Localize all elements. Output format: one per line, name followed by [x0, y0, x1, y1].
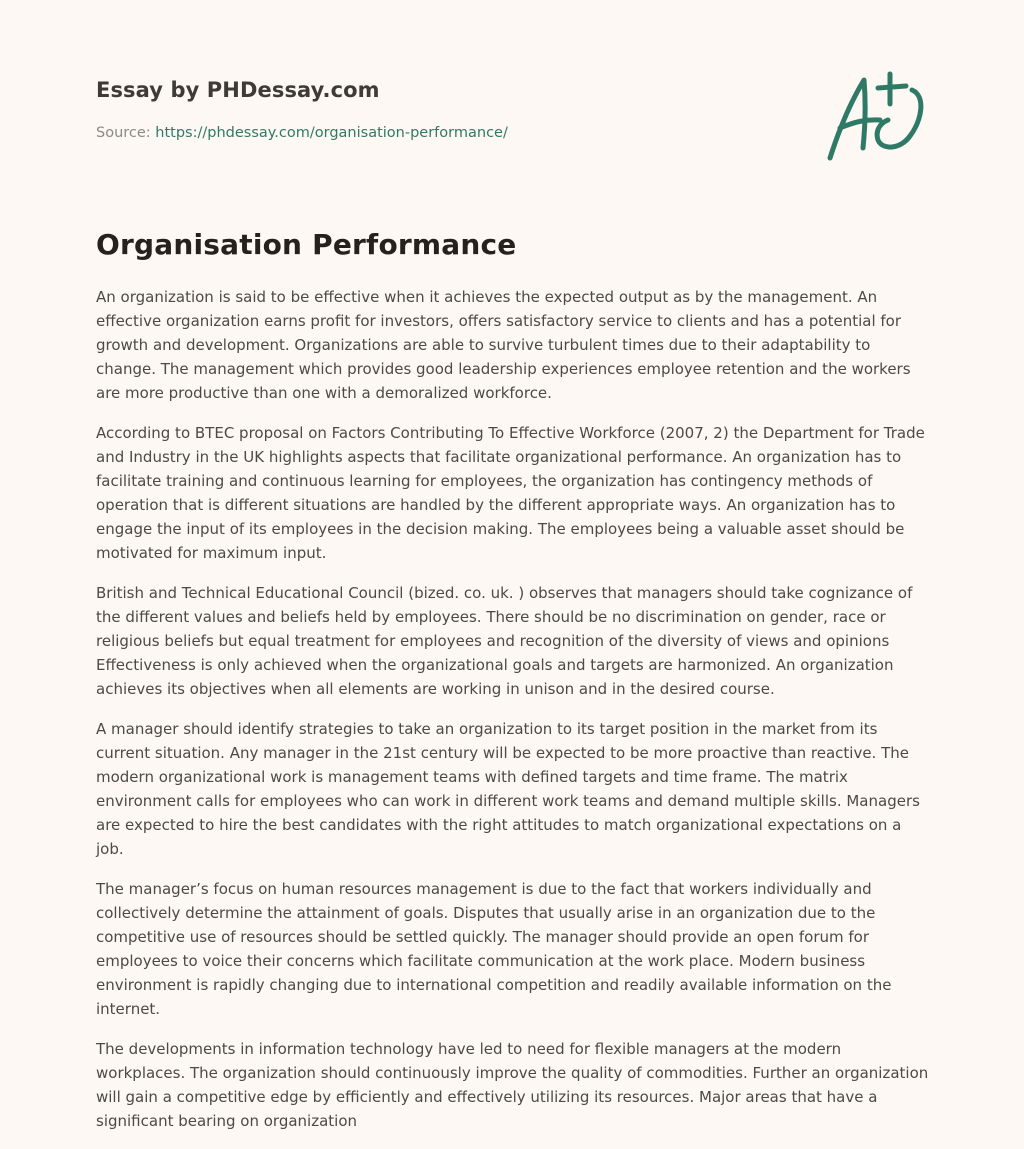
paragraph: An organization is said to be effective when it achieves the expected output as by the management. An effective organization earns profit for investors, offers satisfactory service to clients and has a potential for growth and development. Organizations are able to survive turbulent times due to their adaptability to change. The management which provides good leadership experiences employee retention and the workers are more productive than one with a demoralized workforce. — [96, 288, 911, 402]
page-header — [96, 76, 928, 166]
source-line — [96, 123, 508, 143]
paragraph: British and Technical Educational Council (bized. co. uk. ) observes that managers should take cognizance of the different values and beliefs held by employees. There should be no discrimination on gender, race or religious beliefs but equal treatment for employees and recognition of the diversity of views and opinions Effectiveness is only achieved when the organizational goals and targets are harmonized. An organization achieves its objectives when all elements are working in unison and in the desired course. — [96, 584, 913, 698]
paragraph: A manager should identify strategies to take an organization to its target position in the market from its current situation. Any manager in the 21st century will be expected to be more proactive than reactive. The modern organizational work is management teams with defined targets and time frame. The matrix environment calls for employees who can work in different work teams and demand multiple skills. Managers are expected to hire the best candidates with the right attitudes to match organizational expectations on a job. — [96, 720, 920, 858]
site-title: Essay by PHDessay.com — [96, 78, 380, 102]
paragraph: The developments in information technology have led to need for flexible managers at the modern workplaces. The organization should continuously improve the quality of commodities. Further an organization will gain a competitive edge by efficiently and effectively utilizing its resources. Major areas that have a significant bearing on organization — [96, 1040, 929, 1130]
paragraph: The manager’s focus on human resources management is due to the fact that workers individually and collectively determine the attainment of goals. Disputes that usually arise in an organization due to the competitive use of resources should be settled quickly. The manager should provide an open forum for employees to voice their concerns which facilitate communication at the work place. Modern business environment is rapidly changing due to international competition and readily available information on the internet. — [96, 880, 892, 1018]
source-label: Source: — [96, 125, 151, 141]
source-link[interactable]: https://phdessay.com/organisation-performance/ — [155, 125, 508, 141]
essay-body — [96, 285, 931, 1149]
paragraph: According to BTEC proposal on Factors Contributing To Effective Workforce (2007, 2) the Department for Trade and Industry in the UK highlights aspects that facilitate organizational performance. An organization has to facilitate training and continuous learning for employees, the organization has contingency methods of operation that is different situations are handled by the different appropriate ways. An organization has to engage the input of its employees in the decision making. The employees being a valuable asset should be motivated for maximum input. — [96, 424, 925, 562]
a-plus-logo — [820, 68, 930, 164]
essay-title: Organisation Performance — [96, 228, 517, 261]
